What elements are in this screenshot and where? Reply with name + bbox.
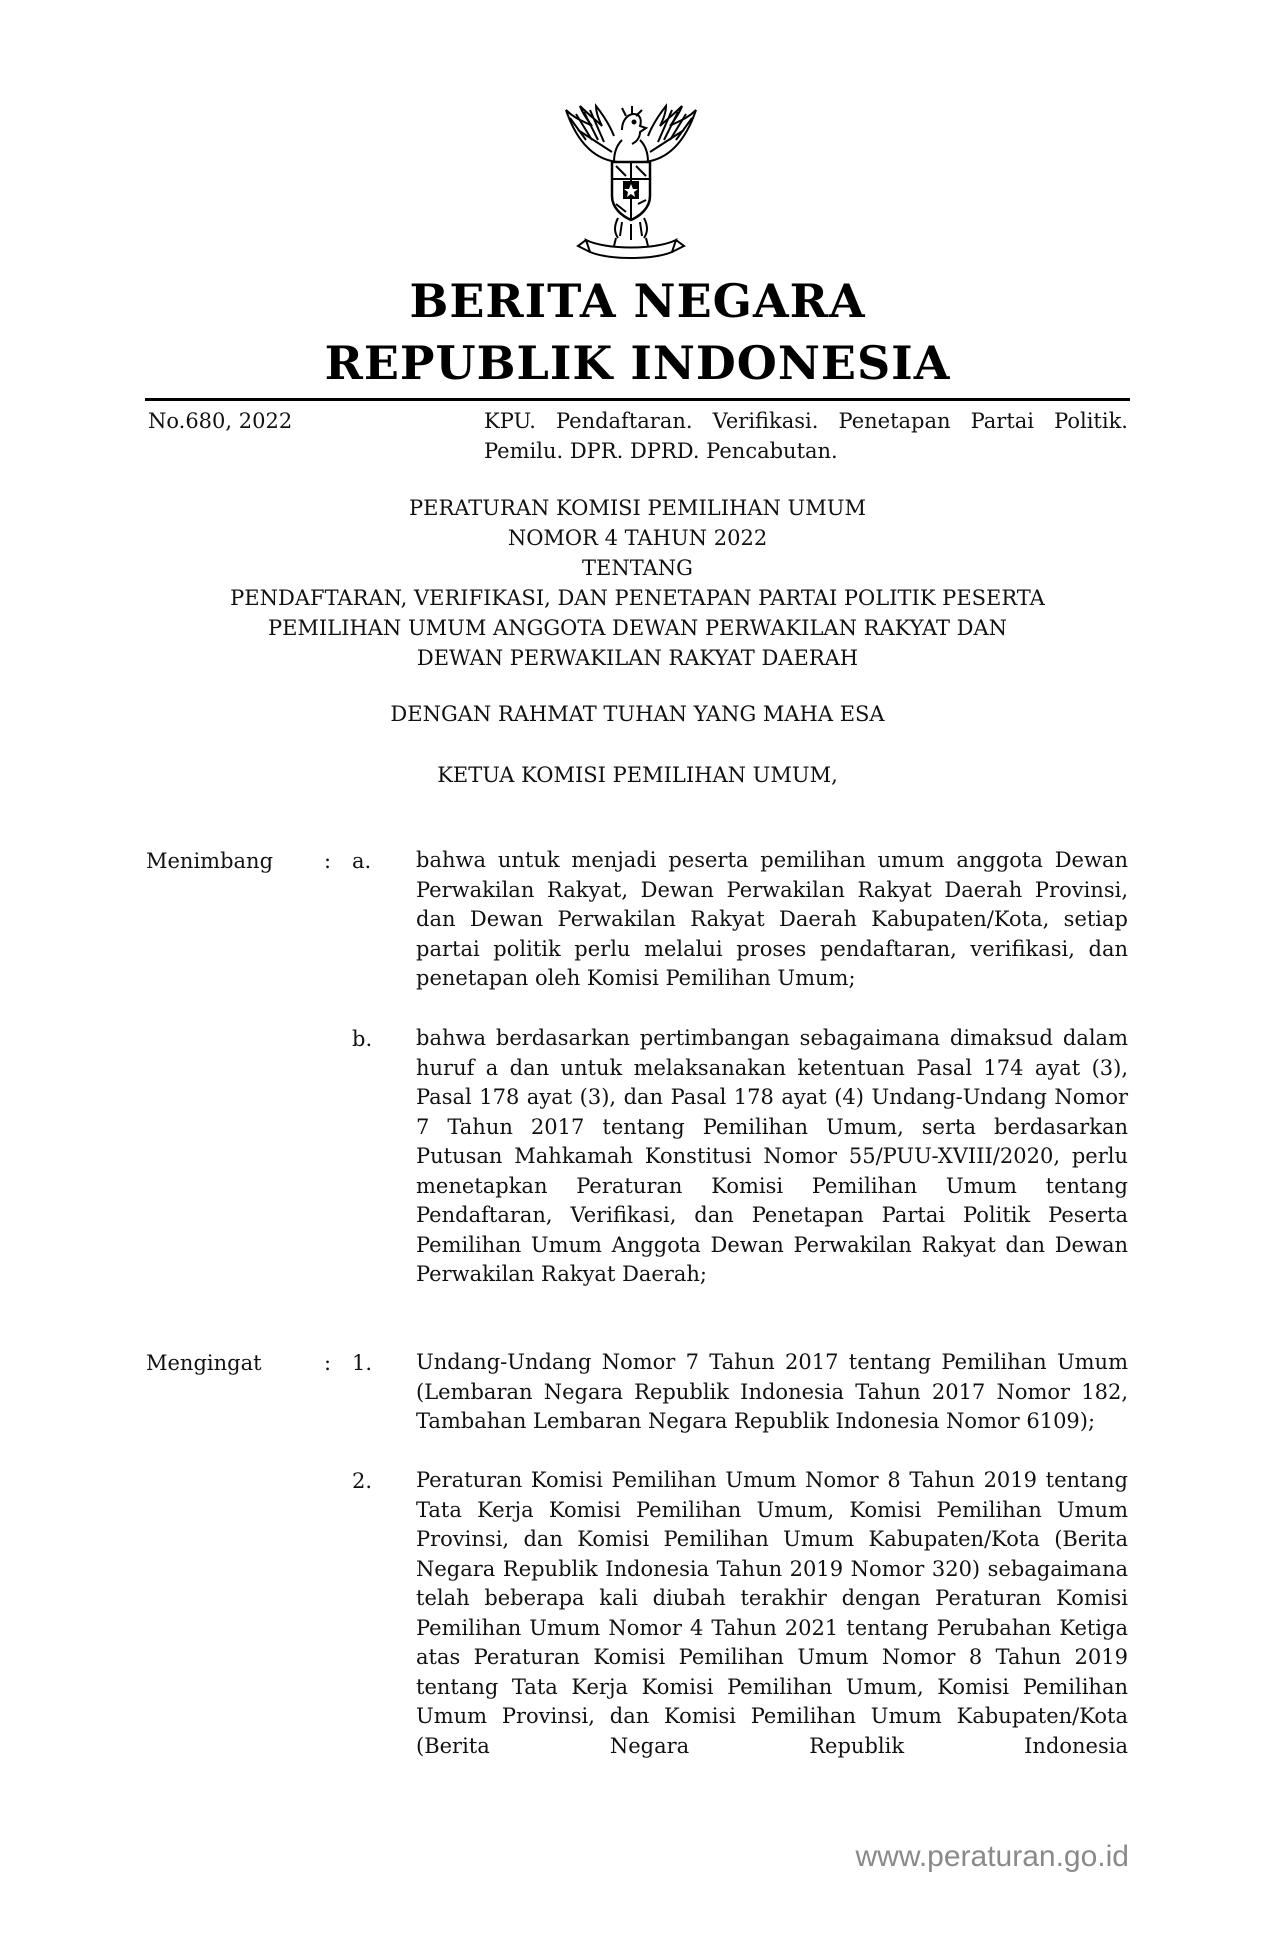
title-line-3: TENTANG [582,556,693,580]
menimbang-label: Menimbang [146,849,274,873]
masthead-line-2: REPUBLIK INDONESIA [324,336,951,390]
title-line-6: DEWAN PERWAKILAN RAKYAT DAERAH [416,646,859,670]
title-line-2: NOMOR 4 TAHUN 2022 [507,526,768,550]
menimbang-mark-b: b. [352,1027,373,1051]
blessing-line: DENGAN RAHMAT TUHAN YANG MAHA ESA [390,702,885,726]
mengingat-text-2: Peraturan Komisi Pemilihan Umum Nomor 8 Tahun 2019 tentang Tata Kerja Komisi Pemilihan Umum, Komisi Pemilihan Umum Provinsi, dan Komisi Pemilihan Umum Kabupaten/Kota (Berita Negara Republik Indonesia Tahun 2019 Nomor 320) sebagaimana telah beberapa kali diubah terakhir dengan Peraturan Komisi Pemilihan Umum Nomor 4 Tahun 2021 tentang Perubahan Ketiga atas Peraturan Komisi Pemilihan Umum Nomor 8 Tahun 2019 tentang Tata Kerja Komisi Pemilihan Umum, Komisi Pemilihan Umum Provinsi, dan Komisi Pemilihan Umum Kabupaten/Kota (Berita Negara Republik Indonesia [416,1468,1128,1758]
masthead-line-1: BERITA NEGARA [409,274,866,328]
garuda-emblem-icon [556,100,706,260]
title-line-5: PEMILIHAN UMUM ANGGOTA DEWAN PERWAKILAN RAKYAT DAN [267,616,1008,640]
regulation-title [145,493,1130,673]
title-line-4: PENDAFTARAN, VERIFIKASI, DAN PENETAPAN PARTAI POLITIK PESERTA [230,586,1045,610]
menimbang-text-a: bahwa untuk menjadi peserta pemilihan umum anggota Dewan Perwakilan Rakyat, Dewan Perwakilan Rakyat Daerah Provinsi, dan Dewan Perwakilan Rakyat Daerah Kabupaten/Kota, setiap partai politik perlu melalui proses pendaftaran, verifikasi, dan penetapan oleh Komisi Pemilihan Umum; [416,848,1128,990]
gazette-topic: KPU. Pendaftaran. Verifikasi. Penetapan Partai Politik. Pemilu. DPR. DPRD. Pencabutan. [484,409,1128,463]
mengingat-mark-2: 2. [352,1469,373,1493]
footer-website-link[interactable]: www.peraturan.go.id [855,1840,1129,1873]
authority-line: KETUA KOMISI PEMILIHAN UMUM, [437,763,838,787]
menimbang-mark-a: a. [352,849,372,873]
title-line-1: PERATURAN KOMISI PEMILIHAN UMUM [409,496,866,520]
mengingat-text-1: Undang-Undang Nomor 7 Tahun 2017 tentang Pemilihan Umum (Lembaran Negara Republik Indonesia Tahun 2017 Nomor 182, Tambahan Lembaran Negara Republik Indonesia Nomor 6109); [416,1350,1128,1433]
menimbang-colon: : [324,849,332,873]
mengingat-colon: : [324,1351,332,1375]
masthead-divider [145,398,1130,401]
mengingat-label: Mengingat [146,1351,262,1375]
mengingat-mark-1: 1. [352,1351,373,1375]
menimbang-text-b: bahwa berdasarkan pertimbangan sebagaimana dimaksud dalam huruf a dan untuk melaksanakan ketentuan Pasal 174 ayat (3), Pasal 178 ayat (3), dan Pasal 178 ayat (4) Undang-Undang Nomor 7 Tahun 2017 tentang Pemilihan Umum, serta berdasarkan Putusan Mahkamah Konstitusi Nomor 55/PUU-XVIII/2020, perlu menetapkan Peraturan Komisi Pemilihan Umum tentang Pendaftaran, Verifikasi, dan Penetapan Partai Politik Peserta Pemilihan Umum Anggota Dewan Perwakilan Rakyat dan Dewan Perwakilan Rakyat Daerah; [416,1026,1128,1286]
gazette-number: No.680, 2022 [148,409,293,433]
